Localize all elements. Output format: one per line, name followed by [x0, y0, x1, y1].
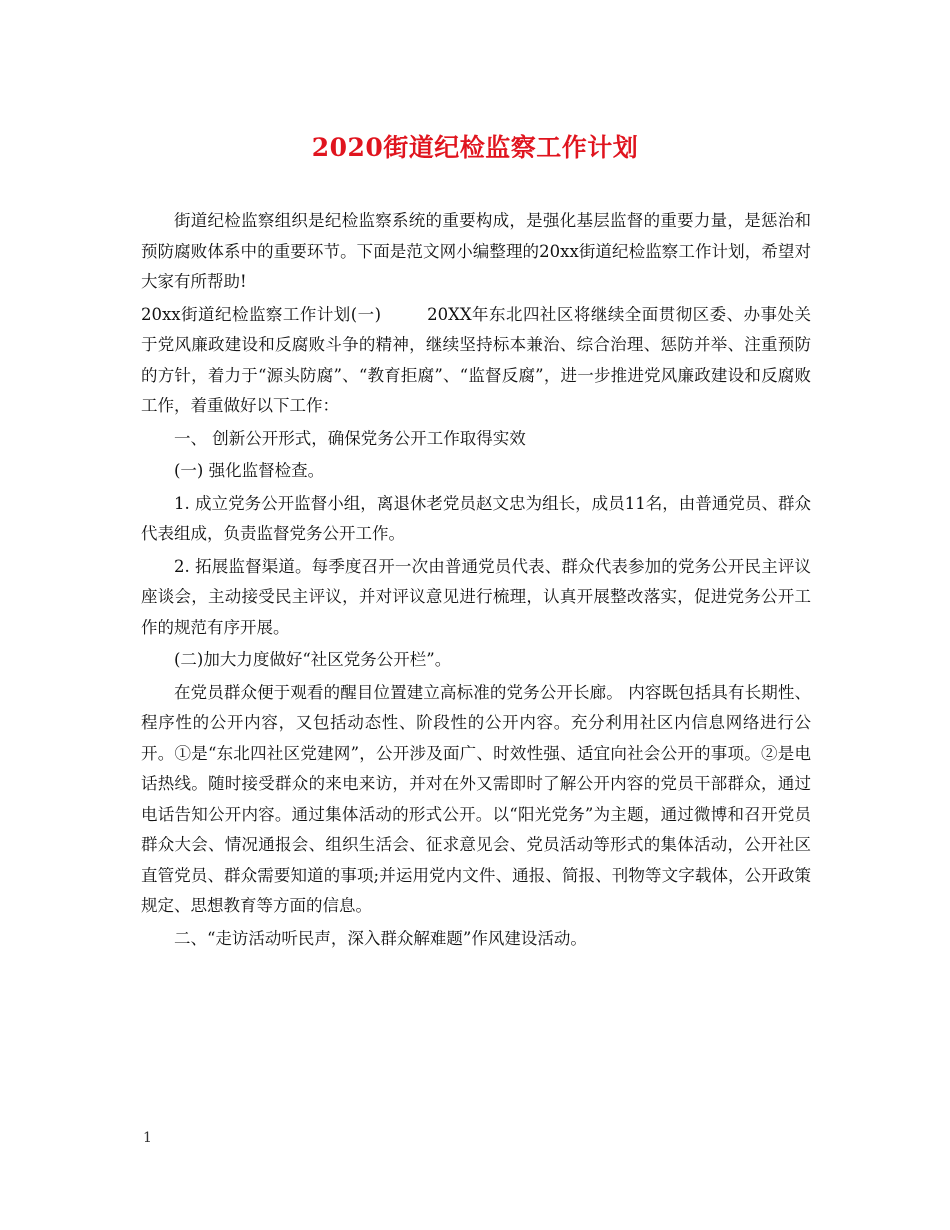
plan-body: 20XX年东北四社区将继续全面贯彻区委、办事处关于党风廉政建设和反腐败斗争的精神，继续坚持标本兼治、综合治理、惩防并举、注重预防的方针，着力于“源头防腐”、“教育拒腐”、“监督反腐”，进一步推进党风廉政建设和反腐败工作，着重做好以下工作：: [141, 304, 811, 415]
section-heading-1: 一、 创新公开形式，确保党务公开工作取得实效: [174, 428, 526, 448]
list-item-1: 1. 成立党务公开监督小组，离退休老党员赵文忠为组长，成员11名，由普通党员、群众代表组成，负责监督党务公开工作。: [141, 493, 811, 543]
document-body: [141, 206, 811, 956]
plan-heading: 20xx街道纪检监察工作计划(一): [141, 304, 382, 324]
document-title: 2020街道纪检监察工作计划: [311, 133, 639, 162]
body-paragraph-long: 在党员群众便于观看的醒目位置建立高标准的党务公开长廊。 内容既包括具有长期性、程序性的公开内容，又包括动态性、阶段性的公开内容。充分利用社区内信息网络进行公开。①是“东北四社区党建网”，公开涉及面广、时效性强、适宜向社会公开的事项。②是电话热线。随时接受群众的来电来访，并对在外又需即时了解公开内容的党员干部群众，通过电话告知公开内容。通过集体活动的形式公开。以“阳光党务”为主题，通过微博和召开党员群众大会、情况通报会、组织生活会、征求意见会、党员活动等形式的集体活动，公开社区直管党员、群众需要知道的事项;并运用党内文件、通报、简报、刊物等文字载体，公开政策规定、思想教育等方面的信息。: [141, 682, 811, 915]
subsection-heading-2: (二)加大力度做好“社区党务公开栏”。: [174, 650, 452, 669]
plan-paragraph: [141, 300, 811, 422]
list-item-2: 2. 拓展监督渠道。每季度召开一次由普通党员代表、群众代表参加的党务公开民主评议座谈会，主动接受民主评议，并对评议意见进行梳理，认真开展整改落实，促进党务公开工作的规范有序开展。: [141, 556, 811, 637]
subsection-heading-1: (一) 强化监督检查。: [174, 461, 325, 480]
intro-paragraph: 街道纪检监察组织是纪检监察系统的重要构成，是强化基层监督的重要力量，是惩治和预防腐败体系中的重要环节。下面是范文网小编整理的20xx街道纪检监察工作计划，希望对大家有所帮助!: [141, 211, 811, 291]
page-number: 1: [143, 1130, 152, 1146]
section-heading-2: 二、“走访活动听民声，深入群众解难题”作风建设活动。: [174, 928, 587, 948]
